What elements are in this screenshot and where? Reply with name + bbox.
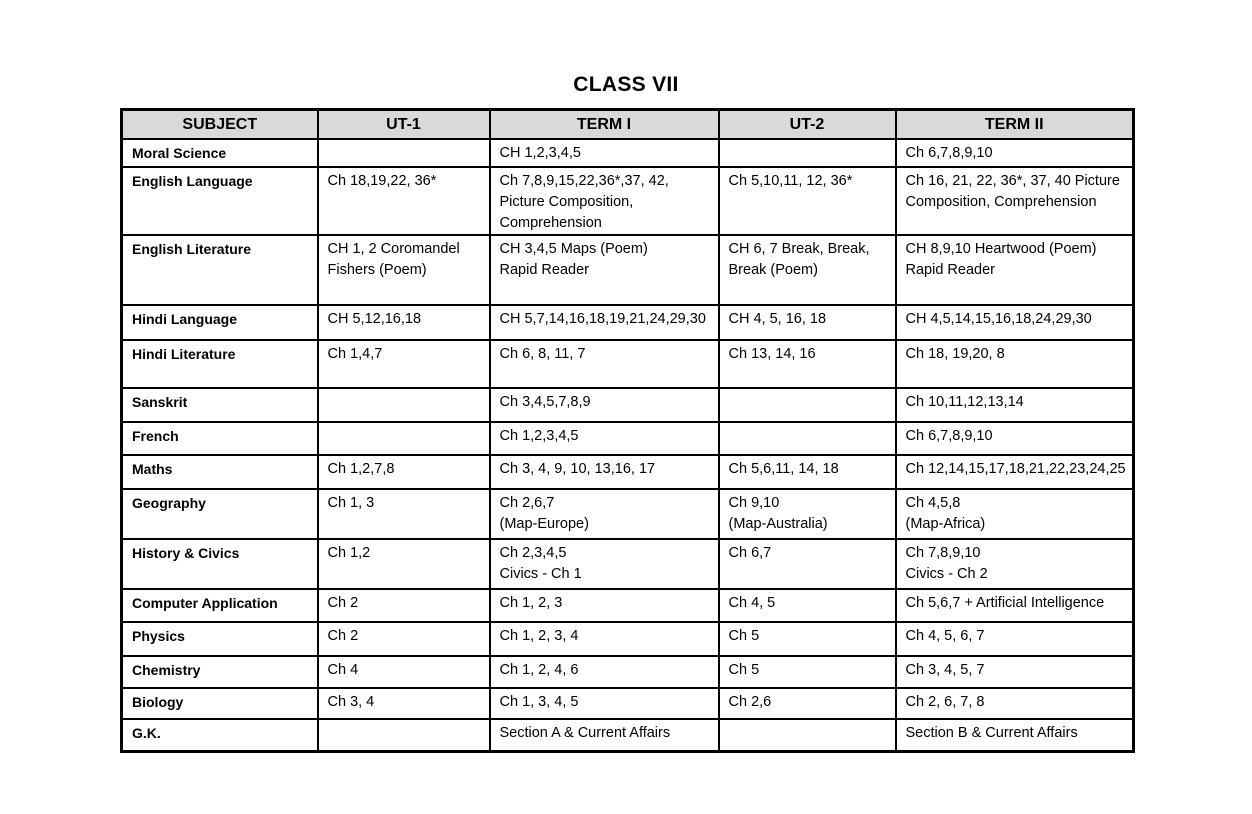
- term1-cell: Ch 2,6,7 (Map-Europe): [490, 489, 719, 539]
- term2-cell: Ch 10,11,12,13,14: [896, 388, 1134, 422]
- table-row: [122, 539, 1134, 589]
- term1-cell: Ch 1, 2, 4, 6: [490, 656, 719, 688]
- term2-cell: Section B & Current Affairs: [896, 719, 1134, 752]
- term1-cell: Ch 7,8,9,15,22,36*,37, 42, Picture Composition, Comprehension: [490, 167, 719, 235]
- page-title: CLASS VII: [573, 73, 679, 96]
- term2-cell: Ch 4,5,8 (Map-Africa): [896, 489, 1134, 539]
- ut1-cell: Ch 1,4,7: [318, 340, 490, 388]
- subject-cell: Physics: [122, 622, 318, 656]
- term2-cell: CH 8,9,10 Heartwood (Poem) Rapid Reader: [896, 235, 1134, 305]
- ut1-cell: Ch 3, 4: [318, 688, 490, 719]
- table-row: [122, 589, 1134, 622]
- table-row: [122, 719, 1134, 752]
- table-row: [122, 656, 1134, 688]
- term2-cell: CH 4,5,14,15,16,18,24,29,30: [896, 305, 1134, 340]
- subject-cell: Geography: [122, 489, 318, 539]
- term2-cell: Ch 7,8,9,10 Civics - Ch 2: [896, 539, 1134, 589]
- table-row: [122, 305, 1134, 340]
- ut1-cell: [318, 719, 490, 752]
- ut2-cell: CH 4, 5, 16, 18: [719, 305, 896, 340]
- header-row: [122, 110, 1134, 139]
- table-row: [122, 388, 1134, 422]
- subject-cell: Moral Science: [122, 139, 318, 167]
- table-row: [122, 688, 1134, 719]
- term1-cell: CH 5,7,14,16,18,19,21,24,29,30: [490, 305, 719, 340]
- header-term1: TERM I: [490, 110, 719, 139]
- header-subject: SUBJECT: [122, 110, 318, 139]
- ut2-cell: Ch 5,6,11, 14, 18: [719, 455, 896, 489]
- term1-cell: CH 3,4,5 Maps (Poem) Rapid Reader: [490, 235, 719, 305]
- ut2-cell: [719, 388, 896, 422]
- ut1-cell: [318, 422, 490, 455]
- subject-cell: Chemistry: [122, 656, 318, 688]
- ut1-cell: Ch 4: [318, 656, 490, 688]
- table-row: [122, 622, 1134, 656]
- table-row: [122, 489, 1134, 539]
- term1-cell: Section A & Current Affairs: [490, 719, 719, 752]
- ut2-cell: Ch 13, 14, 16: [719, 340, 896, 388]
- ut1-cell: Ch 18,19,22, 36*: [318, 167, 490, 235]
- table-row: [122, 235, 1134, 305]
- table-row: [122, 340, 1134, 388]
- table-row: [122, 139, 1134, 167]
- ut1-cell: Ch 2: [318, 622, 490, 656]
- term2-cell: Ch 2, 6, 7, 8: [896, 688, 1134, 719]
- term2-cell: Ch 16, 21, 22, 36*, 37, 40 Picture Composition, Comprehension: [896, 167, 1134, 235]
- term1-cell: Ch 1, 2, 3, 4: [490, 622, 719, 656]
- ut1-cell: [318, 388, 490, 422]
- ut2-cell: CH 6, 7 Break, Break, Break (Poem): [719, 235, 896, 305]
- ut1-cell: Ch 1, 3: [318, 489, 490, 539]
- ut1-cell: Ch 2: [318, 589, 490, 622]
- subject-cell: G.K.: [122, 719, 318, 752]
- header-ut2: UT-2: [719, 110, 896, 139]
- subject-cell: English Language: [122, 167, 318, 235]
- term2-cell: Ch 4, 5, 6, 7: [896, 622, 1134, 656]
- subject-cell: Computer Application: [122, 589, 318, 622]
- ut2-cell: [719, 719, 896, 752]
- term2-cell: Ch 12,14,15,17,18,21,22,23,24,25: [896, 455, 1134, 489]
- term1-cell: Ch 2,3,4,5 Civics - Ch 1: [490, 539, 719, 589]
- ut2-cell: Ch 2,6: [719, 688, 896, 719]
- syllabus-table: [120, 108, 1135, 753]
- ut2-cell: Ch 5,10,11, 12, 36*: [719, 167, 896, 235]
- term1-cell: Ch 3,4,5,7,8,9: [490, 388, 719, 422]
- term1-cell: Ch 1, 3, 4, 5: [490, 688, 719, 719]
- ut2-cell: [719, 139, 896, 167]
- ut2-cell: Ch 9,10 (Map-Australia): [719, 489, 896, 539]
- ut2-cell: Ch 5: [719, 656, 896, 688]
- subject-cell: Biology: [122, 688, 318, 719]
- term1-cell: Ch 3, 4, 9, 10, 13,16, 17: [490, 455, 719, 489]
- subject-cell: Hindi Literature: [122, 340, 318, 388]
- term2-cell: Ch 3, 4, 5, 7: [896, 656, 1134, 688]
- subject-cell: Sanskrit: [122, 388, 318, 422]
- subject-cell: History & Civics: [122, 539, 318, 589]
- ut1-cell: Ch 1,2,7,8: [318, 455, 490, 489]
- header-ut1: UT-1: [318, 110, 490, 139]
- term2-cell: Ch 5,6,7 + Artificial Intelligence: [896, 589, 1134, 622]
- subject-cell: English Literature: [122, 235, 318, 305]
- ut2-cell: Ch 4, 5: [719, 589, 896, 622]
- ut2-cell: Ch 5: [719, 622, 896, 656]
- ut1-cell: CH 1, 2 Coromandel Fishers (Poem): [318, 235, 490, 305]
- ut1-cell: Ch 1,2: [318, 539, 490, 589]
- term1-cell: Ch 1, 2, 3: [490, 589, 719, 622]
- table-row: [122, 167, 1134, 235]
- term1-cell: Ch 6, 8, 11, 7: [490, 340, 719, 388]
- term1-cell: Ch 1,2,3,4,5: [490, 422, 719, 455]
- ut2-cell: Ch 6,7: [719, 539, 896, 589]
- term2-cell: Ch 18, 19,20, 8: [896, 340, 1134, 388]
- table-row: [122, 422, 1134, 455]
- subject-cell: Hindi Language: [122, 305, 318, 340]
- term2-cell: Ch 6,7,8,9,10: [896, 139, 1134, 167]
- ut1-cell: [318, 139, 490, 167]
- subject-cell: French: [122, 422, 318, 455]
- ut1-cell: CH 5,12,16,18: [318, 305, 490, 340]
- table-row: [122, 455, 1134, 489]
- term1-cell: CH 1,2,3,4,5: [490, 139, 719, 167]
- subject-cell: Maths: [122, 455, 318, 489]
- header-term2: TERM II: [896, 110, 1134, 139]
- ut2-cell: [719, 422, 896, 455]
- term2-cell: Ch 6,7,8,9,10: [896, 422, 1134, 455]
